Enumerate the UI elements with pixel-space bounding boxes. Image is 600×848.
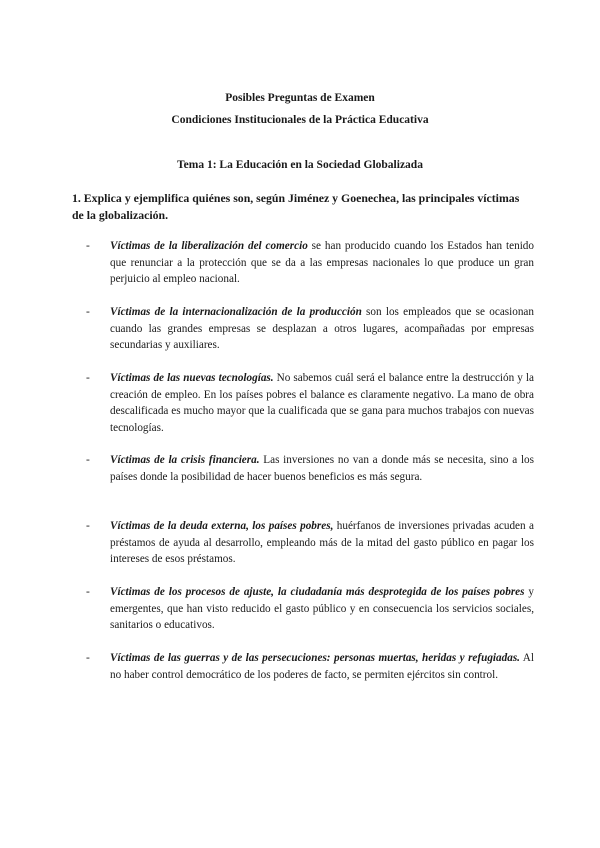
- bullet-dash: -: [86, 306, 90, 318]
- item-lead: Víctimas de la liberalización del comercio: [110, 240, 308, 252]
- list-item-text: [110, 518, 534, 568]
- item-body: huérfanos de inversiones privadas acuden a préstamos de ayuda al desarrollo, empleando más de la mitad del gasto público en pagar los intereses de esos préstamos.: [110, 520, 534, 566]
- bullet-dash: -: [86, 240, 90, 252]
- item-lead: Víctimas de la deuda externa, los países pobres,: [110, 520, 334, 532]
- bullet-dash: -: [86, 372, 90, 384]
- item-body: se han producido cuando los Estados han tenido que renunciar a la protección que se da a las empresas nacionales lo que produce un gran perjuicio al empleo nacional.: [110, 240, 534, 286]
- document-title: Posibles Preguntas de Examen: [225, 92, 375, 104]
- question-heading: 1. Explica y ejemplifica quiénes son, según Jiménez y Goenechea, las principales víctimas de la globalización.: [72, 191, 520, 222]
- bullet-dash: -: [86, 454, 90, 466]
- item-lead: Víctimas de las nuevas tecnologías.: [110, 372, 274, 384]
- item-lead: Víctimas de los procesos de ajuste, la ciudadanía más desprotegida de los países pobres: [110, 586, 525, 598]
- item-lead: Víctimas de las guerras y de las persecuciones: personas muertas, heridas y refugiadas.: [110, 652, 520, 664]
- list-item-text: [110, 650, 534, 683]
- list-item-text: [110, 452, 534, 485]
- document-subtitle: Condiciones Institucionales de la Práctica Educativa: [171, 114, 429, 126]
- item-body: Al no haber control democrático de los poderes de facto, se permiten ejércitos sin control.: [110, 652, 534, 681]
- topic-heading: Tema 1: La Educación en la Sociedad Globalizada: [177, 159, 423, 171]
- item-lead: Víctimas de la crisis financiera.: [110, 454, 260, 466]
- list-item-text: [110, 370, 534, 436]
- item-body: y emergentes, que han visto reducido el gasto público y en consecuencia los servicios sociales, sanitarios o educativos.: [110, 586, 535, 632]
- list-item-text: [110, 238, 534, 288]
- bullet-dash: -: [86, 520, 90, 532]
- list-item-text: [110, 584, 534, 634]
- bullet-dash: -: [86, 652, 90, 664]
- item-lead: Víctimas de la internacionalización de la producción: [110, 306, 362, 318]
- item-body: Las inversiones no van a donde más se necesita, sino a los países donde la posibilidad de hacer buenos beneficios es más segura.: [110, 454, 535, 483]
- list-item-text: [110, 304, 534, 354]
- item-body: son los empleados que se ocasionan cuando las grandes empresas se desplazan a otros lugares, acompañadas por empresas secundarias y auxiliares.: [110, 306, 534, 352]
- bullet-dash: -: [86, 586, 90, 598]
- item-body: No sabemos cuál será el balance entre la destrucción y la creación de empleo. En los países pobres el balance es claramente negativo. La mano de obra descalificada es mucho mayor que la cualificada que se gana para muchos trabajos con nuevas tecnologías.: [110, 372, 535, 434]
